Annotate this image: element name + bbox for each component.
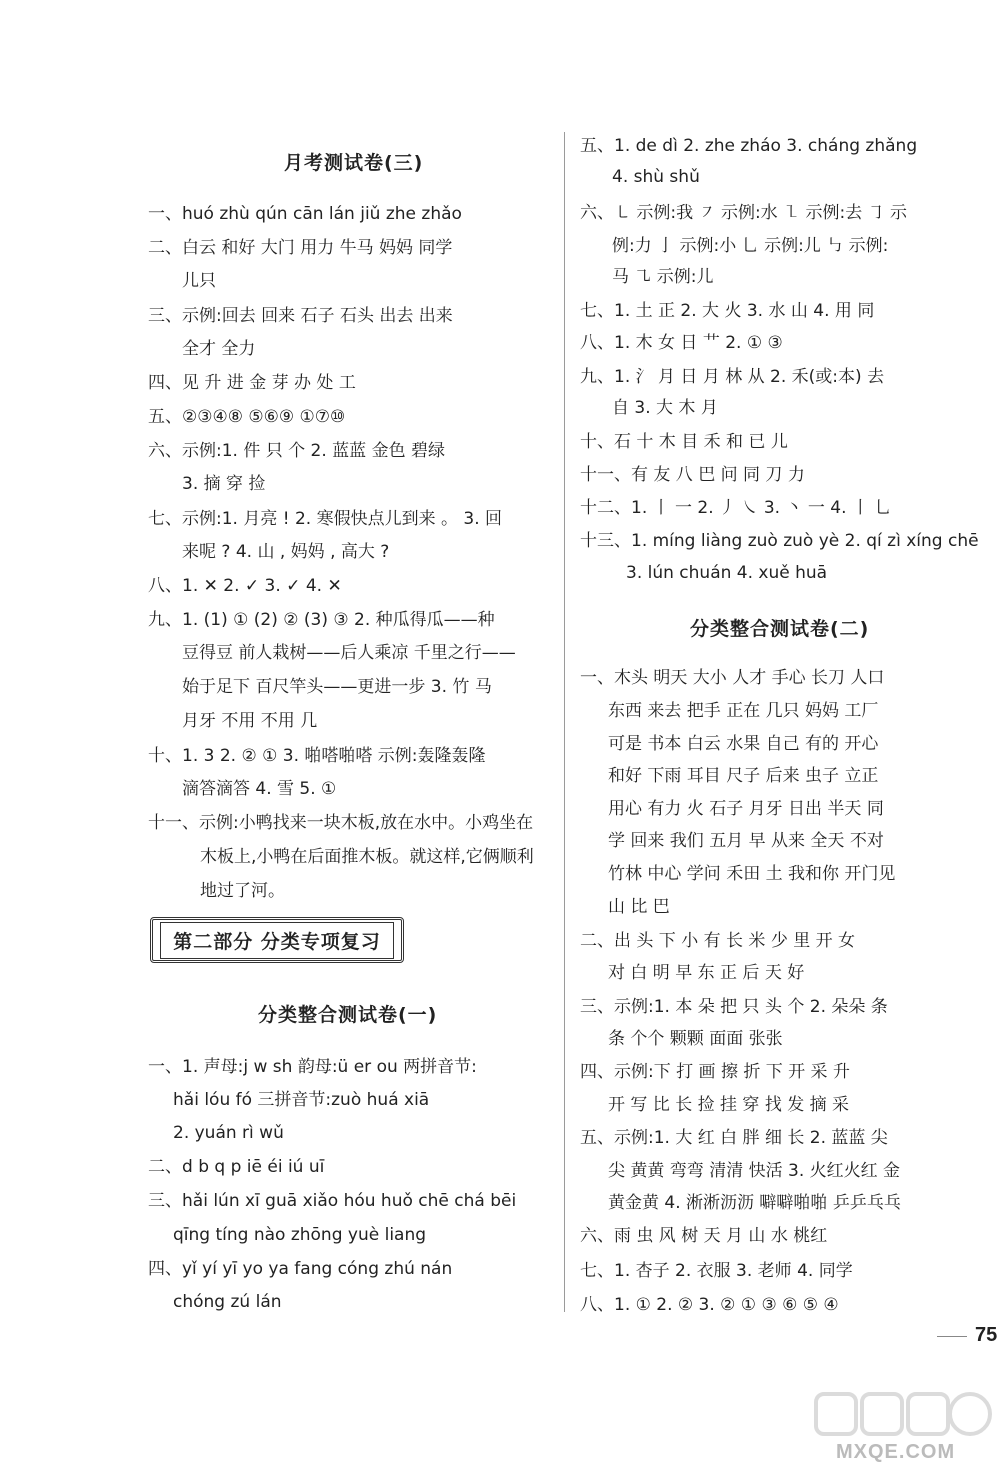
answer-line: 二、出 头 下 小 有 长 米 少 里 开 女 xyxy=(580,931,856,951)
answer-line: 九、1. (1) ① (2) ② (3) ③ 2. 种瓜得瓜——种 xyxy=(148,610,495,630)
answer-line: 七、示例:1. 月亮 ! 2. 寒假快点儿到来 。 3. 回 xyxy=(148,509,503,529)
answer-line: 一、1. 声母:j w sh 韵母:ü er ou 两拼音节: xyxy=(148,1057,477,1077)
section-title-sort-test-one: 分类整合测试卷(一) xyxy=(258,1004,438,1026)
answer-line: 六、示例:1. 件 只 个 2. 蓝蓝 金色 碧绿 xyxy=(148,441,445,461)
column-divider xyxy=(564,132,565,1312)
answer-line: 六、㇄ 示例:我 ㇇ 示例:水 ㇅ 示例:去 ㇆ 示 xyxy=(580,203,908,223)
answer-line: 九、1. 氵 月 日 月 林 从 2. 禾(或:本) 去 xyxy=(580,367,885,387)
answer-line: 四、见 升 进 金 芽 办 处 工 xyxy=(148,373,356,393)
answer-line: 尖 黄黄 弯弯 清清 快活 3. 火红火红 金 xyxy=(608,1161,901,1181)
answer-line: 条 个个 颗颗 面面 张张 xyxy=(608,1029,783,1049)
answer-line: 五、示例:1. 大 红 白 胖 细 长 2. 蓝蓝 尖 xyxy=(580,1128,888,1148)
answer-line: 豆得豆 前人栽树——后人乘凉 千里之行—— xyxy=(182,643,516,663)
answer-line: 2. yuán rì wǔ xyxy=(173,1123,284,1143)
answer-line: 自 3. 大 木 月 xyxy=(612,398,718,418)
answer-line: 例:力 亅 示例:小 乚 示例:儿 ㇉ 示例: xyxy=(612,236,889,256)
part-two-banner xyxy=(150,917,404,963)
answer-line: 用心 有力 火 石子 月牙 日出 半天 同 xyxy=(608,799,884,819)
answer-line: 一、huó zhù qún cān lán jiǔ zhe zhǎo xyxy=(148,204,462,224)
answer-line: 东西 来去 把手 正在 几只 妈妈 工厂 xyxy=(608,701,879,721)
answer-line: 十二、1. 丨 一 2. 丿 ㇏ 3. 丶 一 4. 丨 乚 xyxy=(580,498,892,518)
answer-line: 来呢 ? 4. 山 , 妈妈 , 高大 ? xyxy=(182,542,390,562)
answer-line: 三、示例:回去 回来 石子 石头 出去 出来 xyxy=(148,306,453,326)
answer-line: 三、示例:1. 本 朵 把 只 头 个 2. 朵朵 条 xyxy=(580,997,888,1017)
answer-line: 马 ㇈ 示例:儿 xyxy=(612,267,714,287)
answer-line: 黄金黄 4. 淅淅沥沥 噼噼啪啪 乒乒乓乓 xyxy=(608,1193,901,1213)
answer-line: 和好 下雨 耳目 尺子 后来 虫子 立正 xyxy=(608,766,879,786)
answer-line: 竹林 中心 学问 禾田 土 我和你 开门见 xyxy=(608,864,896,884)
answer-line: 八、1. 木 女 日 艹 2. ① ③ xyxy=(580,333,783,353)
answer-line: 七、1. 杏子 2. 衣服 3. 老师 4. 同学 xyxy=(580,1261,853,1281)
answer-line: 一、木头 明天 大小 人才 手心 长刀 人口 xyxy=(580,668,885,688)
answer-line: hǎi lóu fó 三拼音节:zuò huá xiā xyxy=(173,1090,430,1110)
answer-line: 八、1. ① 2. ② 3. ② ① ③ ⑥ ⑤ ④ xyxy=(580,1295,839,1315)
answer-line: 五、1. de dì 2. zhe zháo 3. cháng zhǎng xyxy=(580,136,918,156)
answer-line: 4. shù shǔ xyxy=(612,167,700,187)
answer-line: 开 写 比 长 捡 挂 穿 找 发 摘 采 xyxy=(608,1095,850,1115)
answer-line: 十三、1. míng liàng zuò zuò yè 2. qí zì xíng chē xyxy=(580,531,979,551)
answer-line: 始于足下 百尺竿头——更进一步 3. 竹 马 xyxy=(182,677,492,697)
answer-line: chóng zú lán xyxy=(173,1292,282,1312)
answer-line: 滴答滴答 4. 雪 5. ① xyxy=(182,779,337,799)
section-title-monthly-test: 月考测试卷(三) xyxy=(284,152,424,174)
part-two-banner-label: 第二部分 分类专项复习 xyxy=(160,922,394,959)
answer-line: 六、雨 虫 风 树 天 月 山 水 桃红 xyxy=(580,1226,828,1246)
answer-line: 学 回来 我们 五月 早 从来 全天 不对 xyxy=(608,831,884,851)
answer-line: 二、d b q p iē éi iú uī xyxy=(148,1157,325,1177)
answer-line: 二、白云 和好 大门 用力 牛马 妈妈 同学 xyxy=(148,238,453,258)
answer-line: 月牙 不用 不用 几 xyxy=(182,711,318,731)
page-number-dash xyxy=(937,1336,967,1337)
answer-line: 儿只 xyxy=(182,271,216,291)
answer-line: 对 白 明 早 东 正 后 天 好 xyxy=(608,963,805,983)
answer-line: 3. lún chuán 4. xuě huā xyxy=(626,563,828,583)
answer-line: 三、hǎi lún xī guā xiǎo hóu huǒ chē chá bēi xyxy=(148,1191,517,1211)
answer-line: 十一、有 友 八 巴 问 同 刀 力 xyxy=(580,465,805,485)
section-title-sort-test-two: 分类整合测试卷(二) xyxy=(690,618,870,640)
answer-line: 十、1. 3 2. ② ① 3. 啪嗒啪嗒 示例:轰隆轰隆 xyxy=(148,746,486,766)
answer-line: 全才 全力 xyxy=(182,339,256,359)
watermark-text: MXQE.COM xyxy=(836,1441,956,1463)
answer-line: 八、1. ✕ 2. ✓ 3. ✓ 4. ✕ xyxy=(148,576,342,596)
answer-line: 七、1. 土 正 2. 大 火 3. 水 山 4. 用 同 xyxy=(580,301,875,321)
answer-line: 可是 书本 白云 水果 自己 有的 开心 xyxy=(608,734,879,754)
answer-line: 四、yǐ yí yī yo ya fang cóng zhú nán xyxy=(148,1259,453,1279)
answer-line: 十一、示例:小鸭找来一块木板,放在水中。小鸡坐在 xyxy=(148,813,534,833)
answer-line: 3. 摘 穿 捡 xyxy=(182,474,266,494)
page-number: 75 xyxy=(975,1324,998,1346)
answer-line: 地过了河。 xyxy=(200,881,285,901)
answer-line: 四、示例:下 打 画 擦 折 下 开 采 升 xyxy=(580,1062,850,1082)
answer-line: 十、石 十 木 目 禾 和 已 儿 xyxy=(580,432,788,452)
answer-line: 五、②③④⑧ ⑤⑥⑨ ①⑦⑩ xyxy=(148,407,346,427)
answer-line: qīng tíng nào zhōng yuè liang xyxy=(173,1225,427,1245)
answer-line: 山 比 巴 xyxy=(608,897,670,917)
answer-line: 木板上,小鸭在后面推木板。就这样,它俩顺利 xyxy=(200,847,534,867)
